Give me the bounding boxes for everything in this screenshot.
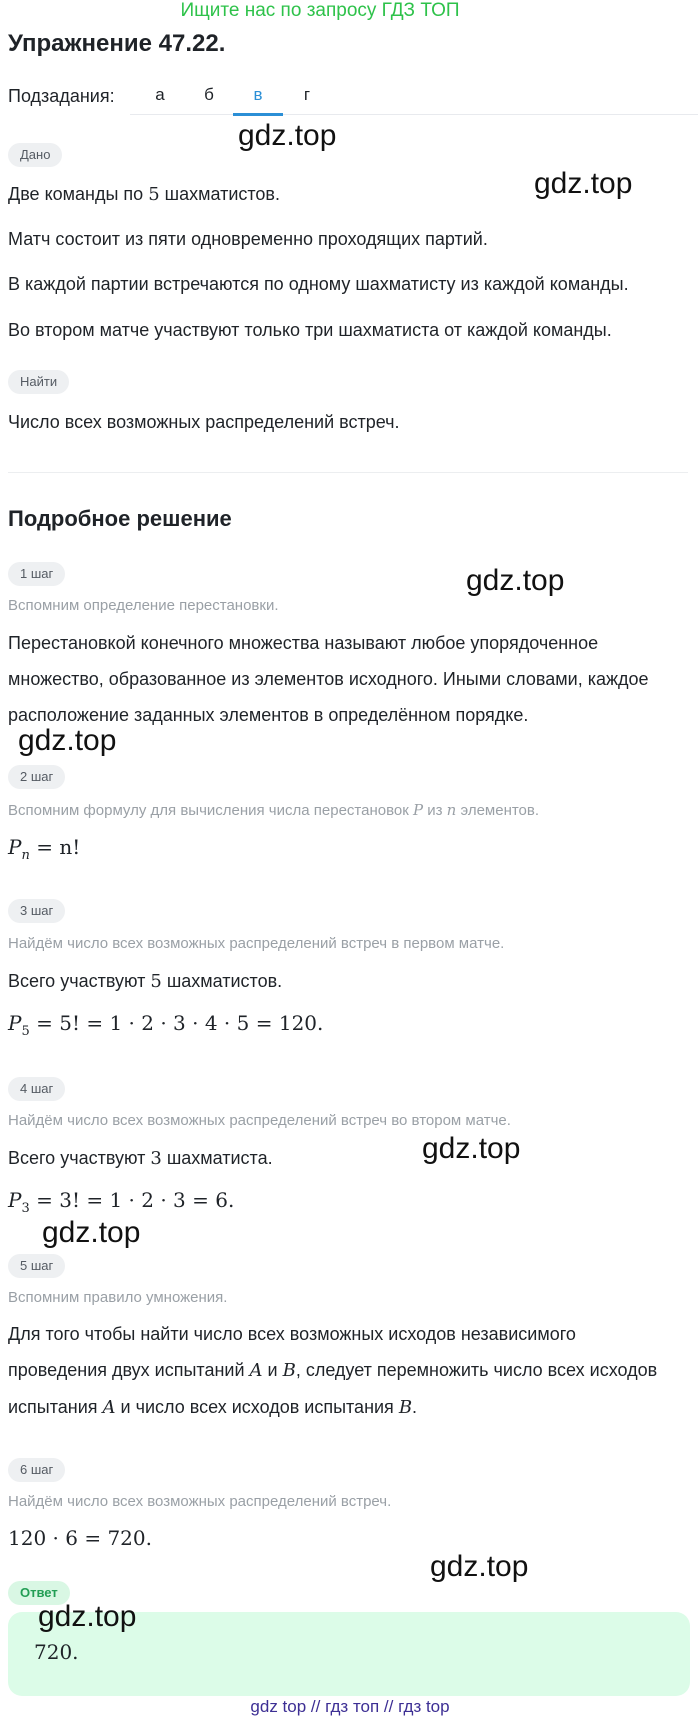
watermark: gdz.top xyxy=(38,1600,137,1633)
step-5-line: Для того чтобы найти число всех возможных исходов независимого xyxy=(8,1324,576,1344)
watermark: gdz.top xyxy=(534,167,633,200)
step-1-text xyxy=(8,625,649,733)
step-1-badge: 1 шаг xyxy=(8,562,65,586)
step-1-line: множество, образованное из элементов исходного. Иными словами, каждое xyxy=(8,669,649,689)
step-1-line: Перестановкой конечного множества называют любое упорядоченное xyxy=(8,633,599,653)
subtasks-bar xyxy=(8,80,688,116)
step-5-line: испытания A и число всех исходов испытания B. xyxy=(8,1397,418,1418)
step-5-text xyxy=(8,1316,657,1426)
step-4-text: Всего участвуют 3 шахматиста. xyxy=(8,1148,273,1169)
step-5-hint: Вспомним правило умножения. xyxy=(8,1289,228,1306)
find-badge: Найти xyxy=(8,370,69,394)
step-3-hint: Найдём число всех возможных распределений встреч в первом матче. xyxy=(8,935,505,952)
step-4-formula: $P_3 = 3$! = 1 · 2 · 3 = 6. xyxy=(8,1188,235,1216)
subtasks-label: Подзадания: xyxy=(8,86,115,106)
step-5-line: проведения двух испытаний A и B, следует перемножить число всех исходов xyxy=(8,1360,658,1381)
step-3-formula: $P_5 = 5$! = 1 · 2 · 3 · 4 · 5 = 120. xyxy=(8,1011,324,1039)
tab-b[interactable]: б xyxy=(204,85,214,104)
find-text: Число всех возможных распределений встреч. xyxy=(8,412,400,432)
step-5-badge: 5 шаг xyxy=(8,1254,65,1278)
watermark: gdz.top xyxy=(430,1550,529,1583)
tab-g[interactable]: г xyxy=(303,85,311,104)
step-3-badge: 3 шаг xyxy=(8,899,65,923)
step-3-text: Всего участвуют 5 шахматистов. xyxy=(8,971,283,992)
watermark: gdz.top xyxy=(422,1132,521,1165)
step-4-hint: Найдём число всех возможных распределений встреч во втором матче. xyxy=(8,1112,511,1129)
given-badge: Дано xyxy=(8,143,62,167)
step-1-hint: Вспомним определение перестановки. xyxy=(8,597,279,614)
step-2-badge: 2 шаг xyxy=(8,765,65,789)
footer-links: gdz top // гдз топ // гдз top xyxy=(250,1697,450,1716)
step-4-badge: 4 шаг xyxy=(8,1077,65,1101)
solution-title: Подробное решение xyxy=(8,506,232,531)
watermark: gdz.top xyxy=(18,724,117,757)
step-2-hint: Вспомним формулу для вычисления числа перестановок P из n элементов. xyxy=(8,801,540,819)
given-line-2: Матч состоит из пяти одновременно проходящих партий. xyxy=(8,229,488,249)
given-line-3: В каждой партии встречаются по одному шахматисту из каждой команды. xyxy=(8,274,629,294)
permutation-formula: $P_n = n$! xyxy=(8,835,81,863)
step-6-badge: 6 шаг xyxy=(8,1458,65,1482)
answer-badge: Ответ xyxy=(8,1581,70,1605)
search-banner: Ищите нас по запросу ГДЗ ТОП xyxy=(180,0,460,21)
given-line-4: Во втором матче участвуют только три шахматиста от каждой команды. xyxy=(8,320,612,340)
section-divider xyxy=(8,472,688,473)
tab-v[interactable]: в xyxy=(233,80,283,116)
watermark: gdz.top xyxy=(466,564,565,597)
watermark: gdz.top xyxy=(238,119,337,152)
page-title: Упражнение 47.22. xyxy=(8,30,226,57)
step-6-hint: Найдём число всех возможных распределений встреч. xyxy=(8,1493,392,1510)
watermark: gdz.top xyxy=(42,1216,141,1249)
step-1-line: расположение заданных элементов в определённом порядке. xyxy=(8,705,529,725)
tab-a[interactable]: а xyxy=(155,85,165,104)
answer-value: 720. xyxy=(34,1640,79,1664)
given-line-1: Две команды по 5 шахматистов. xyxy=(8,184,280,205)
step-6-formula: 120 · 6 = 720. xyxy=(8,1526,152,1550)
